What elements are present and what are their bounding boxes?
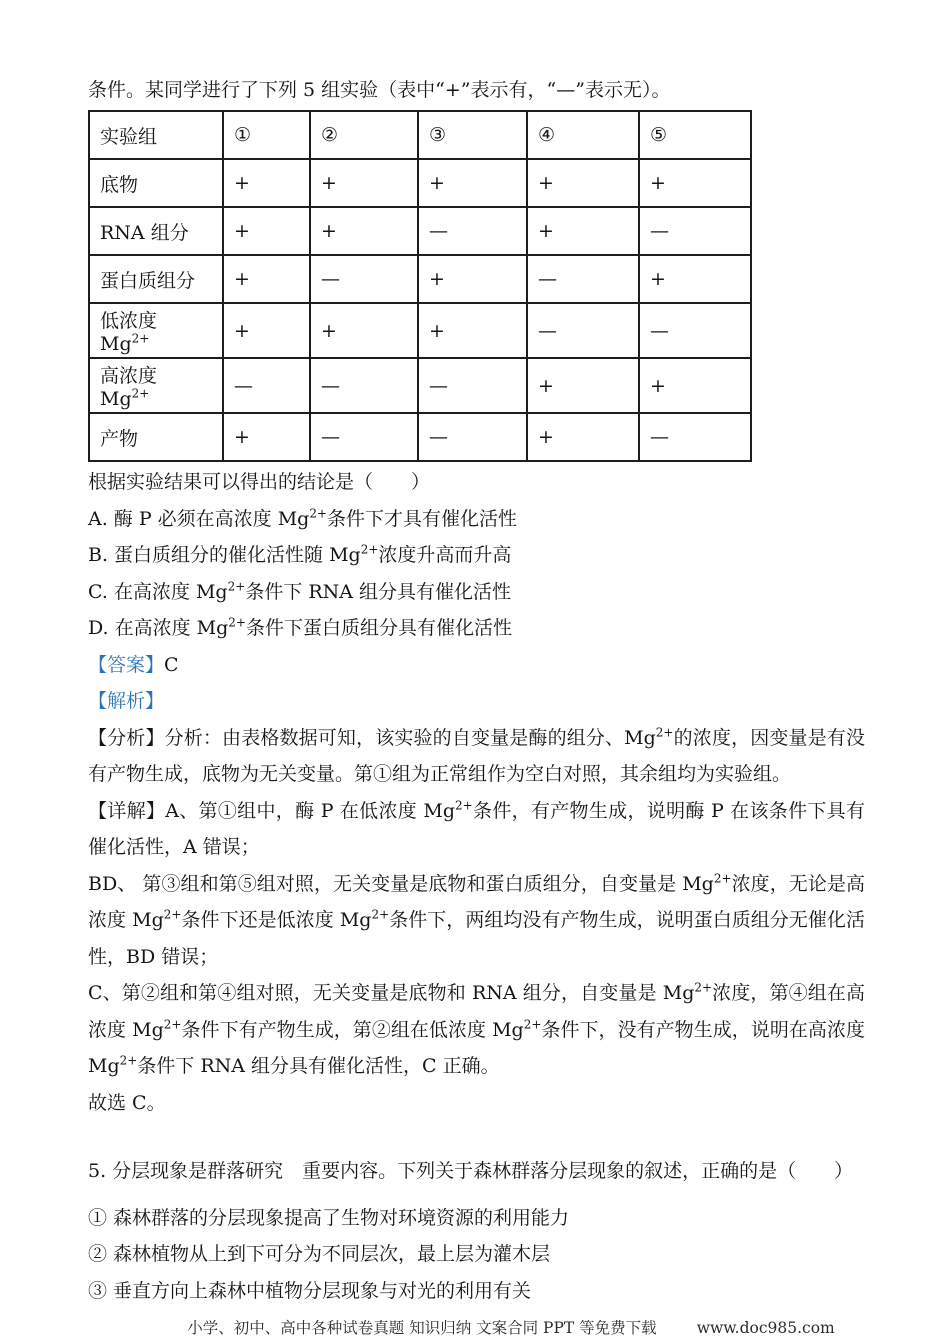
experiment-table-body <box>89 111 751 461</box>
table-header-label: 实验组 <box>89 111 223 159</box>
table-cell: + <box>223 207 310 255</box>
analysis-header-line <box>88 683 865 720</box>
table-header-group-5: ⑤ <box>639 111 751 159</box>
answer-label: 【答案】 <box>88 653 165 676</box>
table-cell: — <box>223 358 310 413</box>
analysis-paragraph: 【分析】分析：由表格数据可知，该实验的自变量是酶的组分、$Mg^{2+}$的浓度，因变量是有没有产物生成，底物为无关变量。第①组为正常组作为空白对照，其余组均为实验组。 <box>88 725 865 785</box>
table-cell: + <box>223 303 310 358</box>
table-cell: — <box>418 207 527 255</box>
detail-paragraph-a: 【详解】A、第①组中，酶 P 在低浓度 $Mg^{2+}$条件，有产物生成，说明酶 P 在该条件下具有催化活性，A 错误； <box>88 798 865 858</box>
table-row-label: 底物 <box>89 159 223 207</box>
table-cell: + <box>223 413 310 461</box>
question5-stem: 5. 分层现象是群落研究 重要内容。下列关于森林群落分层现象的叙述，正确的是（ ） <box>88 1160 854 1182</box>
option-b: B. 蛋白质组分的催化活性随 $Mg^{2+}$浓度升高而升高 <box>88 542 512 566</box>
option-c: C. 在高浓度 $Mg^{2+}$条件下 RNA 组分具有催化活性 <box>88 579 512 603</box>
table-header-row <box>89 111 751 159</box>
table-cell: + <box>639 159 751 207</box>
table-cell: — <box>310 358 418 413</box>
table-cell: + <box>223 255 310 303</box>
table-cell: + <box>527 358 639 413</box>
question5-statement-1: ① 森林群落的分层现象提高了生物对环境资源的利用能力 <box>88 1206 570 1229</box>
table-row-label: RNA 组分 <box>89 207 223 255</box>
option-d: D. 在高浓度 $Mg^{2+}$条件下蛋白质组分具有催化活性 <box>88 615 513 639</box>
answer-value: C <box>164 653 179 676</box>
table-cell: + <box>310 159 418 207</box>
table-cell: + <box>527 159 639 207</box>
table-cell: — <box>639 413 751 461</box>
question4-stem: 根据实验结果可以得出的结论是（ ） <box>88 471 431 493</box>
experiment-table <box>88 110 752 462</box>
table-row-label: 产物 <box>89 413 223 461</box>
detail-paragraph-bd: BD、 第③组和第⑤组对照，无关变量是底物和蛋白质组分，自变量是 $Mg^{2+}$浓度，无论是高浓度 $Mg^{2+}$条件下还是低浓度 $Mg^{2+}$条件下，两组均没有产物生成，说明蛋白质组分无催化活性，BD 错误； <box>88 871 865 968</box>
table-row <box>89 358 751 413</box>
footer-site-description: 小学、初中、高中各种试卷真题 知识归纳 文案合同 PPT 等免费下载 <box>187 1319 657 1337</box>
table-cell: + <box>527 207 639 255</box>
analysis-label: 【解析】 <box>88 690 165 712</box>
table-cell: — <box>418 358 527 413</box>
table-cell: — <box>527 303 639 358</box>
table-cell: + <box>639 255 751 303</box>
option-a: A. 酶 P 必须在高浓度 $Mg^{2+}$条件下才具有催化活性 <box>88 506 518 530</box>
table-header-group-2: ② <box>310 111 418 159</box>
table-cell: — <box>310 413 418 461</box>
table-row <box>89 207 751 255</box>
detail-paragraph-c: C、第②组和第④组对照，无关变量是底物和 RNA 组分，自变量是 $Mg^{2+}$浓度，第④组在高浓度 $Mg^{2+}$条件下有产物生成，第②组在低浓度 $Mg^{2+}$条件下，没有产物生成，说明在高浓度 $Mg^{2+}$条件下 RNA 组分具有催化活性，C 正确。 <box>88 980 865 1077</box>
table-cell: + <box>223 159 310 207</box>
table-header-group-4: ④ <box>527 111 639 159</box>
footer-url: www.doc985.com <box>696 1319 835 1337</box>
table-cell: — <box>639 207 751 255</box>
question5-statement-3: ③ 垂直方向上森林中植物分层现象与对光的利用有关 <box>88 1279 532 1302</box>
table-row-label: 高浓度 $Mg^{2+}$ <box>89 358 223 413</box>
table-cell: + <box>418 159 527 207</box>
table-cell: + <box>639 358 751 413</box>
table-row <box>89 159 751 207</box>
table-cell: — <box>310 255 418 303</box>
table-row <box>89 413 751 461</box>
question4-intro-line: 条件。某同学进行了下列 5 组实验（表中“+”表示有，“—”表示无）。 <box>88 79 671 101</box>
table-row-label: 蛋白质组分 <box>89 255 223 303</box>
answer-line <box>88 647 865 684</box>
table-cell: + <box>310 303 418 358</box>
table-cell: + <box>418 255 527 303</box>
table-row <box>89 255 751 303</box>
table-cell: + <box>310 207 418 255</box>
table-header-group-3: ③ <box>418 111 527 159</box>
table-cell: + <box>418 303 527 358</box>
table-row-label: 低浓度 $Mg^{2+}$ <box>89 303 223 358</box>
conclusion-line: 故选 C。 <box>88 1091 166 1114</box>
table-row <box>89 303 751 358</box>
table-cell: — <box>527 255 639 303</box>
page-footer <box>0 1316 950 1338</box>
table-cell: — <box>639 303 751 358</box>
table-cell: + <box>527 413 639 461</box>
question5-statement-2: ② 森林植物从上到下可分为不同层次，最上层为灌木层 <box>88 1243 551 1265</box>
table-header-group-1: ① <box>223 111 310 159</box>
table-cell: — <box>418 413 527 461</box>
